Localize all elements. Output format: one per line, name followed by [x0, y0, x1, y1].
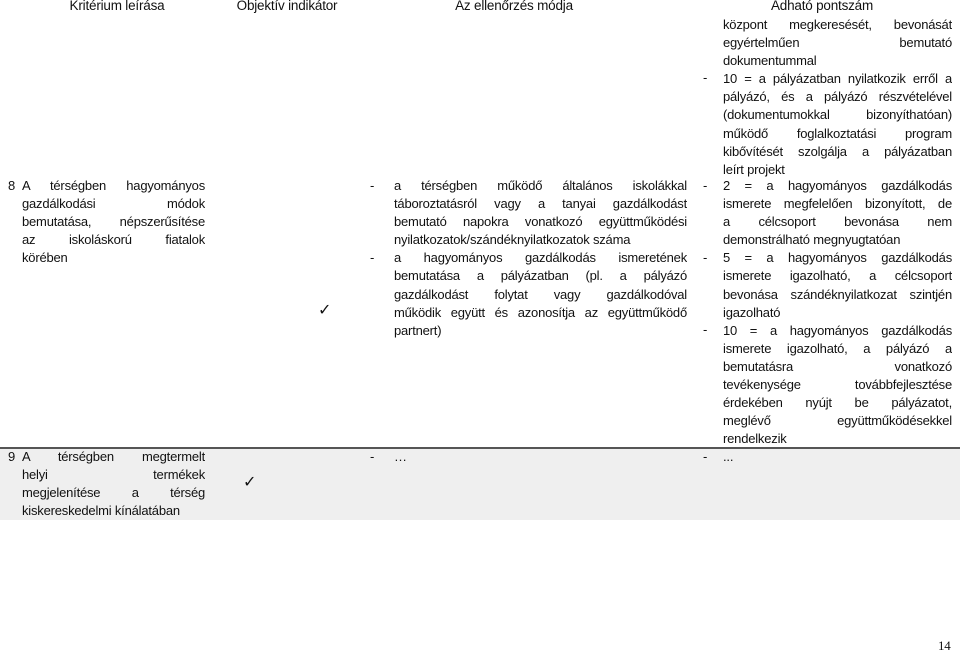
- text-line: igazolható: [723, 304, 781, 320]
- text-line: helyi termékek: [22, 467, 205, 483]
- text-line: pályázó, és a pályázó részvételével: [723, 89, 952, 105]
- text-line: gazdálkodást folytat vagy gazdálkodóval: [394, 286, 687, 302]
- text-line: (dokumentumokkal bizonyíthatóan): [723, 107, 952, 123]
- text-line: ...: [723, 449, 734, 464]
- text-line: a hagyományos gazdálkodás ismeretének: [394, 250, 687, 266]
- text-line: a célcsoport bevonása nem: [723, 214, 952, 230]
- text-line: …: [394, 449, 407, 464]
- page-number: 14: [938, 638, 951, 653]
- text-line: partnert): [394, 322, 442, 338]
- row-number: 9: [8, 449, 16, 464]
- text-line: megjelenítése a térség: [22, 485, 205, 501]
- header-verification: Az ellenőrzés módja: [455, 0, 573, 13]
- text-line: érdekében nyújt be pályázatot,: [723, 395, 952, 411]
- text-line: működő foglalkoztatási program: [723, 125, 952, 141]
- text-line: központ megkeresését, bevonását: [723, 17, 952, 32]
- criterion-cell: [22, 177, 205, 267]
- text-line: tevékenysége továbbfejlesztése: [723, 377, 952, 393]
- text-line: nyilatkozatok/szándéknyilatkozatok száma: [394, 232, 631, 248]
- text-line: 2 = a hagyományos gazdálkodás: [723, 178, 952, 193]
- continued-points: [723, 16, 952, 179]
- text-line: 5 = a hagyományos gazdálkodás: [723, 250, 952, 266]
- text-line: rendelkezik: [723, 431, 787, 447]
- text-line: meglévő együttműködésekkel: [723, 413, 952, 429]
- check-icon: ✓: [243, 474, 257, 491]
- text-line: a térségben működő általános iskolákkal: [394, 178, 687, 193]
- bullet-dash: -: [370, 250, 375, 265]
- bullet-dash: -: [370, 178, 375, 193]
- text-line: az iskoláskorú fiatalok: [22, 232, 205, 248]
- text-line: gazdálkodási módok: [22, 196, 205, 212]
- text-line: bemutatása, népszerűsítése: [22, 214, 205, 230]
- text-line: bemutató napokra vonatkozó együttműködési: [394, 214, 687, 230]
- verification-cell: [394, 177, 687, 340]
- text-line: bemutatása a pályázatban (pl. a pályázó: [394, 268, 687, 284]
- text-line: dokumentummal: [723, 53, 817, 69]
- bullet-dash: -: [703, 322, 708, 337]
- text-line: 10 = a pályázatban nyilatkozik erről a: [723, 71, 952, 87]
- bullet-dash: -: [703, 449, 708, 464]
- text-line: táboroztatásról vagy a tanyai gazdálkodást: [394, 196, 687, 212]
- text-line: kiskereskedelmi kínálatában: [22, 503, 180, 519]
- text-line: egyértelműen bemutató: [723, 35, 952, 51]
- header-criterion: Kritérium leírása: [69, 0, 165, 13]
- text-line: ismerete igazolható, a pályázó a: [723, 340, 952, 356]
- text-line: A térségben megtermelt: [22, 449, 205, 464]
- text-line: kibővítését szolgálja a pályázatban: [723, 143, 952, 159]
- header-objective-indicator: Objektív indikátor: [236, 0, 338, 13]
- points-cell: [723, 448, 952, 466]
- text-line: bemutatásra vonatkozó: [723, 358, 952, 374]
- text-line: demonstrálható megnyugtatóan: [723, 232, 901, 248]
- text-line: ismerete megfelelően bizonyított, de: [723, 196, 952, 212]
- text-line: működik együtt és azonosítja az együttműködő: [394, 304, 687, 320]
- text-line: körében: [22, 250, 68, 266]
- criterion-cell: [22, 448, 205, 520]
- text-line: ismerete igazolható, a célcsoport: [723, 268, 952, 284]
- bullet-dash: -: [703, 178, 708, 193]
- text-line: 10 = a hagyományos gazdálkodás: [723, 322, 952, 338]
- bullet-dash: -: [703, 70, 708, 85]
- bullet-dash: -: [703, 250, 708, 265]
- points-cell: [723, 177, 952, 448]
- verification-cell: [394, 448, 687, 466]
- row-number: 8: [8, 178, 16, 193]
- check-icon: ✓: [318, 302, 332, 319]
- bullet-dash: -: [370, 449, 375, 464]
- text-line: leírt projekt: [723, 161, 785, 177]
- text-line: bevonása szándéknyilatkozat szintjén: [723, 286, 952, 302]
- header-points: Adható pontszám: [770, 0, 874, 13]
- text-line: A térségben hagyományos: [22, 178, 205, 193]
